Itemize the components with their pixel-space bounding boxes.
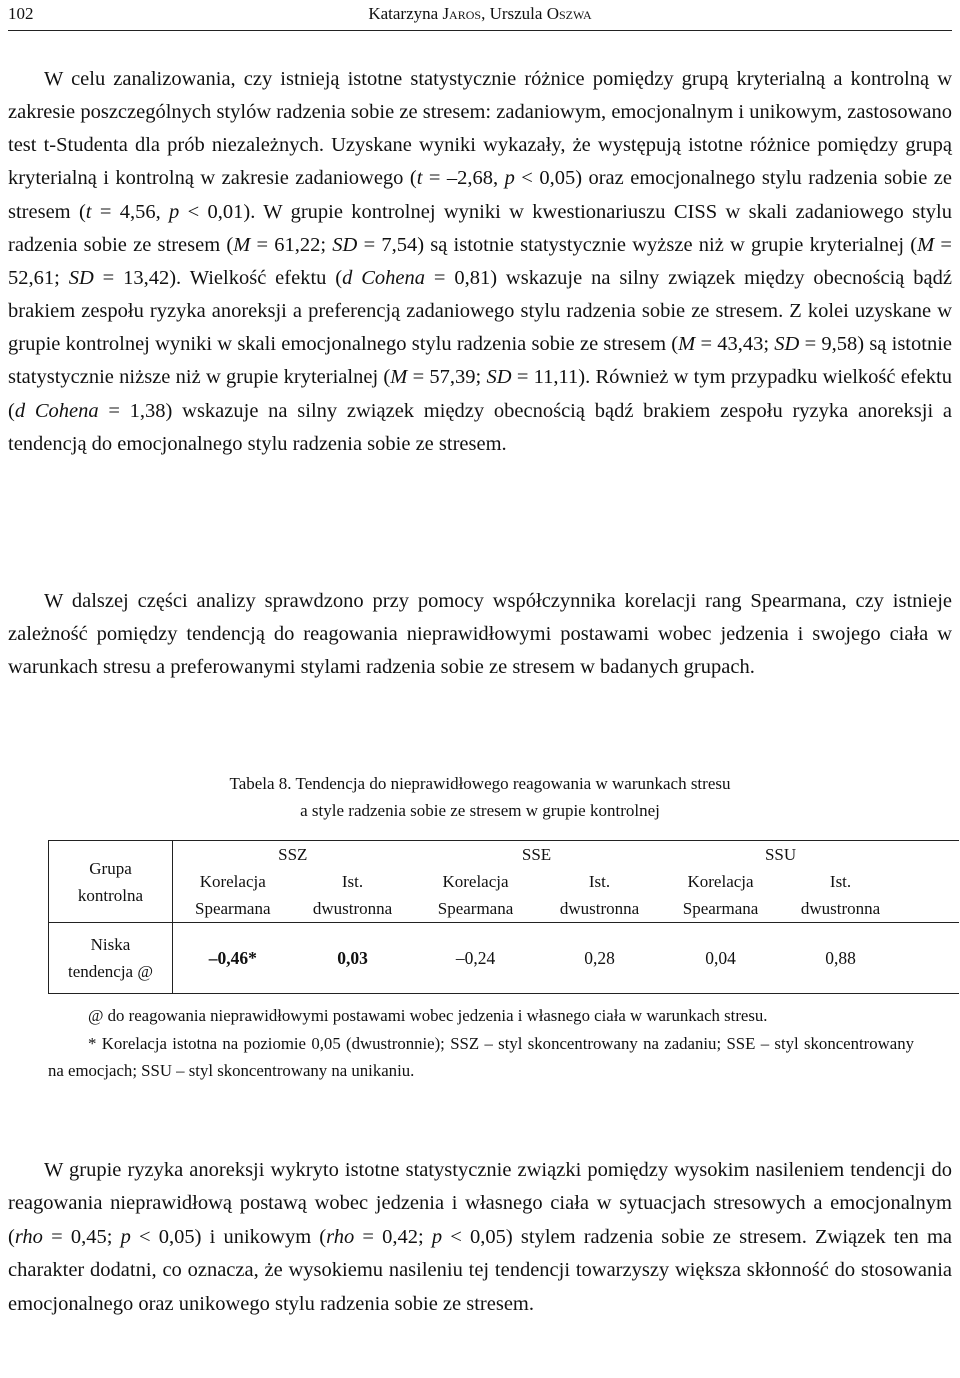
table-notes [48,1002,914,1085]
group-header-cell [49,841,173,923]
table-caption [130,770,830,824]
style-header-ssz: SSZ [173,841,413,869]
paragraph-text: W grupie ryzyka anoreksji wykryto istotne statystycznie związki pomiędzy wysokim nasileniem tendencji do reagowania nieprawidłową postawą wobec jedzenia i własnego ciała w sytuacjach stresowych a emocjonalnym (rho = 0,45; p < 0,05) i unikowym (rho = 0,42; p < 0,05) stylem radzenia sobie ze stresem. Związek ten ma charakter dodatni, co oznacza, że wysokiemu nasileniu tej tendencji towarzyszy większa skłonność do stosowania emocjonalnego oraz unikowego stylu radzenia sobie ze stresem. [8,1159,953,1315]
col-header-ist: Ist. dwustronna [781,868,901,923]
note-asterisk: * Korelacja istotna na poziomie 0,05 (dwustronnie); SSZ – styl skoncentrowany na zadaniu; SSE – styl skoncentrowany na emocjach; SSU – styl skoncentrowany na unikaniu. [48,1033,914,1080]
value-cell: 0,88 [781,923,901,994]
col-header-korelacja: Korelacja Spearmana [413,868,539,923]
row-label-cell [49,923,173,994]
paragraph-spearman-intro [8,585,952,684]
paragraph-text: W celu zanalizowania, czy istnieją istotne statystycznie różnice pomiędzy grupą kryterialną a kontrolną w zakresie poszczególnych stylów radzenia sobie ze stresem: zadaniowym, emocjonalnym i unikowym, zastosowano test t-Studenta dla prób niezależnych. Uzyskane wyniki wykazały, że występują istotne różnice pomiędzy grupą kryterialną i kontrolną w zakresie zadaniowego (t = –2,68, p < 0,05) oraz emocjonalnego stylu radzenia sobie ze stresem (t = 4,56, p < 0,01). W grupie kontrolnej wyniki w kwestionariuszu CISS w skali zadaniowego stylu radzenia sobie ze stresem (M = 61,22; SD = 7,54) są istotnie statystycznie wyższe niż w grupie kryterialnej (M = 52,61; SD = 13,42). Wielkość efektu (d Cohena = 0,81) wskazuje na silny związek między obecnością bądź brakiem zespołu ryzyka anoreksji a preferencją zadaniowego stylu radzenia sobie ze stresem. Z kolei uzyskane w grupie kontrolnej wyniki w skali emocjonalnego stylu radzenia sobie ze stresem (M = 43,43; SD = 9,58) są istotnie statystycznie niższe niż w grupie kryterialnej (M = 57,39; SD = 11,11). Również w tym przypadku wielkość efektu (d Cohena = 1,38) wskazuje na silny związek między obecnością bądź brakiem zespołu ryzyka anoreksji a tendencją do emocjonalnego stylu radzenia sobie ze stresem. [8,68,953,455]
author2-first-name: Urszula [489,4,543,23]
col-header-korelacja: Korelacja Spearmana [661,868,781,923]
page-number: 102 [8,4,34,23]
author-separator: , [481,4,490,23]
group-header-line1: Grupa [89,858,132,878]
paragraph-t-test-results [8,63,952,461]
correlation-table [48,840,959,994]
table-row [49,923,959,994]
col-header-ist: Ist. dwustronna [539,868,661,923]
paragraph-text: W dalszej części analizy sprawdzono przy pomocy współczynnika korelacji rang Spearmana, czy istnieje zależność pomiędzy tendencją do reagowania nieprawidłowymi postawami wobec jedzenia i swojego ciała w warunkach stresu a preferowanymi stylami radzenia sobie ze stresem w badanych grupach. [8,590,952,679]
author1-last-name: Jaros [442,4,482,23]
row-label-line1: Niska [90,935,131,954]
col-header-ist: Ist. dwustronna [293,868,413,923]
author1-first-name: Katarzyna [368,4,439,23]
note-at-sign: @ do reagowania nieprawidłowymi postawami wobec jedzenia i własnego ciała w warunkach stresu. [88,1006,768,1025]
running-header [8,0,952,31]
group-header-line2: kontrolna [77,885,144,905]
author2-last-name: Oszwa [546,4,592,23]
value-cell: –0,46* [173,923,293,994]
col-header-korelacja: Korelacja Spearmana [173,868,293,923]
value-cell: 0,03 [293,923,413,994]
value-cell: 0,04 [661,923,781,994]
style-header-sse: SSE [413,841,661,869]
table-caption-line2: a style radzenia sobie ze stresem w grupie kontrolnej [300,801,660,820]
table-caption-line1: Tabela 8. Tendencja do nieprawidłowego reagowania w warunkach stresu [229,774,731,793]
value-cell: 0,28 [539,923,661,994]
value-cell: –0,24 [413,923,539,994]
row-label-line2: tendencja @ [67,962,154,981]
authors-line [8,4,952,24]
style-header-ssu: SSU [661,841,901,869]
paragraph-anorexia-group [8,1154,952,1321]
